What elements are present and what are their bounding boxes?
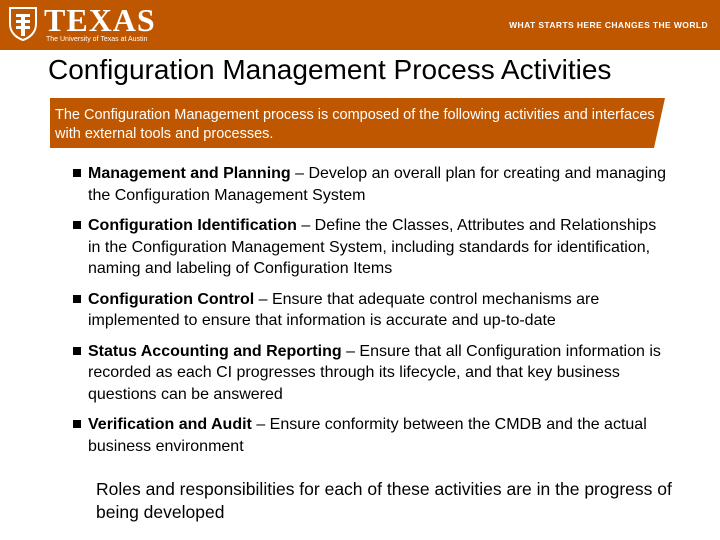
activity-term: Configuration Control — [88, 290, 255, 308]
intro-text: The Configuration Management process is composed of the following activities and interfaces with external tools and processes. — [55, 107, 655, 142]
logo-subtitle: The University of Texas at Austin — [46, 36, 148, 43]
activity-term: Management and Planning — [88, 165, 291, 182]
intro-box — [50, 98, 665, 148]
logo-wordmark: TEXAS — [44, 2, 156, 38]
bullet-square-icon — [73, 221, 81, 229]
activity-list — [73, 163, 673, 466]
header-tagline: WHAT STARTS HERE CHANGES THE WORLD — [509, 20, 708, 30]
bullet-square-icon — [73, 295, 81, 303]
header-bar — [0, 0, 720, 50]
activity-term: Status Accounting and Reporting — [88, 342, 342, 360]
activity-description: – Ensure that adequate control mechanisms are implemented to ensure that information is accurate and up-to-date — [88, 290, 600, 329]
slide-title: Configuration Management Process Activities — [48, 54, 612, 85]
activity-description: – Ensure that all Configuration information is recorded as each CI progresses through its lifecycle, and that key business questions can be answered — [88, 342, 661, 403]
list-item — [73, 163, 673, 206]
list-item — [73, 289, 673, 332]
activity-description: – Define the Classes, Attributes and Relationships in the Configuration Management System, including standards for identification, naming and labeling of Configuration Items — [88, 217, 657, 277]
activity-term: Verification and Audit — [88, 416, 252, 433]
activity-description: – Develop an overall plan for creating and managing the Configuration Management System — [88, 165, 667, 204]
bullet-square-icon — [73, 169, 81, 177]
bullet-square-icon — [73, 347, 81, 355]
footer-note: Roles and responsibilities for each of these activities are in the progress of being developed — [96, 479, 672, 522]
activity-term: Configuration Identification — [88, 217, 297, 234]
list-item — [73, 341, 673, 406]
activity-description: – Ensure conformity between the CMDB and the actual business environment — [88, 416, 647, 455]
ut-seal-icon — [8, 6, 38, 42]
list-item — [73, 215, 673, 280]
list-item — [73, 414, 673, 457]
bullet-square-icon — [73, 420, 81, 428]
